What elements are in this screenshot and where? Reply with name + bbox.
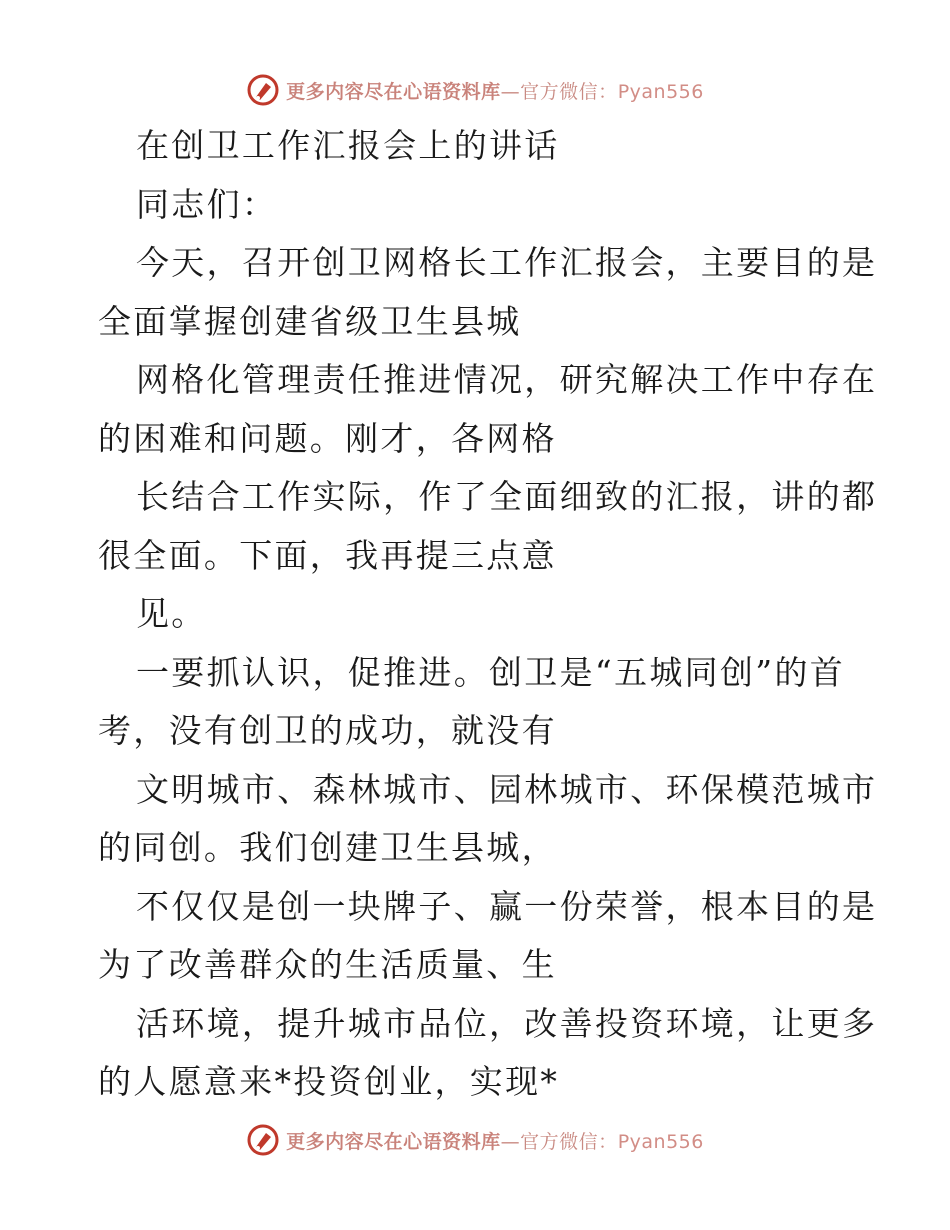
document-line: 的困难和问题。刚才，各网格 (98, 418, 557, 458)
document-line: 考，没有创卫的成功，就没有 (98, 711, 557, 750)
document-line: 的同创。我们创建卫生县城， (98, 828, 557, 867)
banner-main-text: 更多内容尽在心语资料库 (286, 1130, 501, 1153)
banner-official-label: 官方微信： (520, 80, 618, 103)
pen-nib-logo-icon (246, 73, 280, 107)
document-line: 今天，召开创卫网格长工作汇报会，主要目的是 (136, 243, 878, 282)
banner-separator: — (500, 1130, 521, 1153)
document-line: 网格化管理责任推进情况，研究解决工作中存在 (136, 360, 878, 399)
document-line: 为了改善群众的生活质量、生 (98, 945, 557, 984)
banner-official-label: 官方微信： (520, 1130, 618, 1153)
footer-banner (0, 1120, 950, 1160)
banner-text (286, 77, 704, 104)
document-line: 不仅仅是创一块牌子、赢一份荣誉，根本目的是 (136, 886, 878, 926)
banner-account-id: Pyan556 (617, 1130, 704, 1153)
document-line: 一要抓认识，促推进。创卫是“五城同创”的首 (136, 652, 846, 692)
pen-nib-logo-icon (246, 1123, 280, 1157)
banner-main-text: 更多内容尽在心语资料库 (286, 80, 501, 103)
document-line: 文明城市、森林城市、园林城市、环保模范城市 (136, 769, 878, 809)
document-line: 活环境，提升城市品位，改善投资环境，让更多 (136, 1003, 878, 1043)
document-body (98, 117, 878, 1112)
document-line: 见。 (136, 594, 207, 633)
document-line: 很全面。下面，我再提三点意 (98, 535, 557, 575)
banner-text (286, 1127, 704, 1154)
document-line: 同志们： (136, 184, 278, 224)
document-line: 的人愿意来*投资创业，实现* (98, 1062, 560, 1101)
document-line: 全面掌握创建省级卫生县城 (98, 301, 522, 341)
document-line: 在创卫工作汇报会上的讲话 (136, 126, 560, 165)
banner-account-id: Pyan556 (617, 80, 704, 103)
document-line: 长结合工作实际，作了全面细致的汇报，讲的都 (136, 477, 878, 516)
header-banner (0, 70, 950, 110)
banner-separator: — (500, 80, 521, 103)
